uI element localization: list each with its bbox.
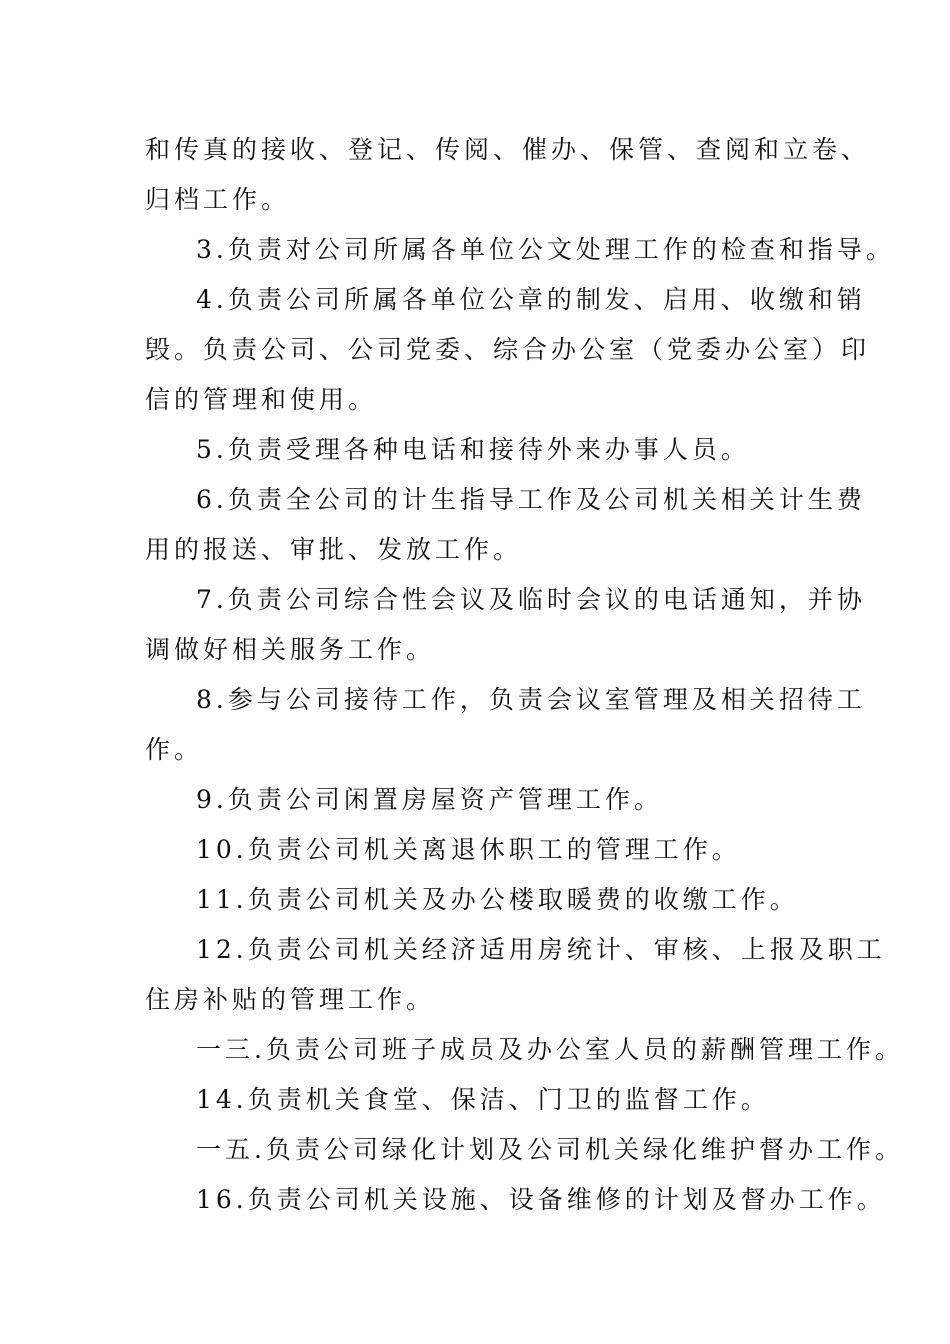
paragraph-line: 一三.负责公司班子成员及办公室人员的薪酬管理工作。 — [196, 1035, 904, 1064]
paragraph-line: 12.负责公司机关经济适用房统计、审核、上报及职工 — [196, 935, 886, 964]
paragraph-line: 8.参与公司接待工作，负责会议室管理及相关招待工 — [196, 685, 866, 714]
paragraph-line: 11.负责公司机关及办公楼取暖费的收缴工作。 — [196, 885, 799, 914]
paragraph-line: 6.负责全公司的计生指导工作及公司机关相关计生费 — [196, 485, 866, 514]
paragraph-line: 9.负责公司闲置房屋资产管理工作。 — [196, 785, 663, 814]
paragraph-line: 7.负责公司综合性会议及临时会议的电话通知，并协 — [196, 585, 866, 614]
paragraph-line: 3.负责对公司所属各单位公文处理工作的检查和指导。 — [196, 235, 895, 264]
text-line: 毁。负责公司、公司党委、综合办公室（党委办公室）印 — [145, 335, 871, 364]
text-line: 信的管理和使用。 — [145, 385, 378, 414]
paragraph-line: 5.负责受理各种电话和接待外来办事人员。 — [196, 435, 750, 464]
paragraph-line: 16.负责公司机关设施、设备维修的计划及督办工作。 — [196, 1185, 886, 1214]
paragraph-line: 一五.负责公司绿化计划及公司机关绿化维护督办工作。 — [196, 1135, 904, 1164]
paragraph-line: 10.负责公司机关离退休职工的管理工作。 — [196, 835, 741, 864]
paragraph-line: 4.负责公司所属各单位公章的制发、启用、收缴和销 — [196, 285, 866, 314]
text-line: 住房补贴的管理工作。 — [145, 985, 436, 1014]
text-line: 调做好相关服务工作。 — [145, 635, 436, 664]
text-line: 用的报送、审批、发放工作。 — [145, 535, 523, 564]
text-line: 和传真的接收、登记、传阅、催办、保管、查阅和立卷、 — [145, 135, 871, 164]
text-line: 作。 — [145, 735, 204, 764]
paragraph-line: 14.负责机关食堂、保洁、门卫的监督工作。 — [196, 1085, 770, 1114]
text-line: 归档工作。 — [145, 185, 291, 214]
